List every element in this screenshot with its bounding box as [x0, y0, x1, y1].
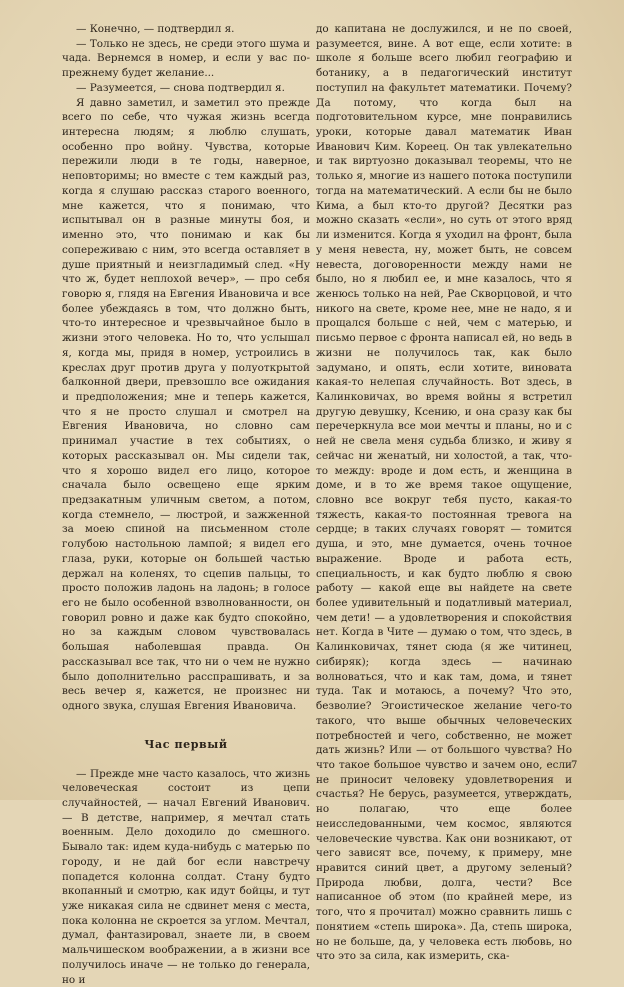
- left-column: [62, 22, 310, 987]
- paragraph: — Прежде мне часто казалось, что жизнь человеческая состоит из цепи случайностей, — начал Евгений Иванович. — В детстве, например, я мечтал стать военным. Дело доходило до смешного. Бывало так: идем куда-нибудь с матерью по городу, и не дай бог если навстречу попадется колонна солдат. Стану будто вкопанный и смотрю, как идут бойцы, и тут уже никакая сила не сдвинет меня с места, пока колонна не скроется за углом. Мечтал, думал, фантазировал, знаете ли, в своем мальчишеском воображении, а в жизни все получилось иначе — не только до генерала, но и: [62, 767, 310, 987]
- paragraph: — Разумеется, — снова подтвердил я.: [62, 81, 310, 96]
- right-column: [316, 22, 572, 964]
- page-number: 7: [571, 760, 577, 771]
- paragraph: до капитана не дослужился, и не по своей, разумеется, вине. А вот еще, если хотите: в школе я больше всего любил географию и ботанику, а в педагогический институт поступил на факультет математики. Почему? Да потому, что когда был на подготовительном курсе, мне понравились уроки, которые давал математик Иван Иванович Ким. Кореец. Он так увлекательно и так виртуозно доказывал теоремы, что не только я, многие из нашего потока поступили тогда на математический. А если бы не было Кима, а был кто-то другой? Десятки раз можно сказать «если», но суть от этого вряд ли изменится. Когда я уходил на фронт, была у меня невеста, ну, может быть, не совсем невеста, договоренности между нами не было, но я любил ее, и мне казалось, что я женюсь только на ней, Рае Скворцовой, и что никого на свете, кроме нее, мне не надо, я и прощался больше с ней, чем с матерью, и письмо первое с фронта написал ей, но ведь в жизни не получилось так, как было задумано, и опять, если хотите, виновата какая-то нелепая случайность. Вот здесь, в Калинковичах, во время войны я встретил другую девушку, Ксению, и она сразу как бы перечеркнула все мои мечты и планы, но и с ней не свела меня судьба близко, и живу я сейчас ни женатый, ни холостой, а так, что-то между: вроде и дом есть, и женщина в доме, и в то же время такое ощущение, словно все вокруг тебя пусто, какая-то тяжесть, какая-то постоянная тревога на сердце; в таких случаях говорят — томится душа, и это, мне думается, очень точное выражение. Вроде и работа есть, специальность, и как будто люблю я свою работу — какой еще вы найдете на свете более удивительный и податливый материал, чем дети! — а удовлетворения и спокойствия нет. Когда в Чите — думаю о том, что здесь, в Калинковичах, тянет сюда (я же читинец, сибиряк); когда здесь — начинаю волноваться, что и как там, дома, и тянет туда. Так и мотаюсь, а почему? Что это, безволие? Эгоистическое желание чего-то такого, что выше обычных человеческих потребностей и чего, собственно, не может дать жизнь? Или — от большого чувства? Но что такое большое чувство и зачем оно, если не приносит человеку удовлетворения и счастья? Не берусь, разумеется, утверждать, но полагаю, что еще более неисследованными, чем космос, являются человеческие чувства. Как они возникают, от чего зависят все, почему, к примеру, мне нравится синий цвет, а другому зеленый? Природа любви, долга, чести? Все написанное об этом (по крайней мере, из того, что я прочитал) можно сравнить лишь с понятием «степь широка». Да, степь широка, но не больше, да, у человека есть любовь, но что это за сила, как измерить, ска-: [316, 22, 572, 964]
- paragraph: — Конечно, — подтвердил я.: [62, 22, 310, 37]
- paragraph: Я давно заметил, и заметил это прежде всего по себе, что чужая жизнь всегда интересна людям; я люблю слушать, особенно про войну. Чувства, которые пережили люди в те годы, наверное, неповторимы; но вместе с тем каждый раз, когда я слушаю рассказ старого военного, мне кажется, что я понимаю, что испытывал он в разные минуты боя, и именно это, что понимаю и как бы сопереживаю с ним, это всегда оставляет в душе приятный и неизгладимый след. «Ну что ж, будет неплохой вечер», — про себя говорю я, глядя на Евгения Ивановича и все более убеждаясь в том, что должно быть, что-то интересное и чрезвычайное было в жизни этого человека. Но то, что услышал я, когда мы, придя в номер, устроились в креслах друг против друга у полуоткрытой балконной двери, превзошло все ожидания и предположения; мне и теперь кажется, что я не просто слушал и смотрел на Евгения Ивановича, но словно сам принимал участие в тех событиях, о которых рассказывал он. Мы сидели так, что я хорошо видел его лицо, которое сначала было освещено еще ярким предзакатным уличным светом, а потом, когда стемнело, — люстрой, и зажженной за моею спиной на письменном столе голубою настольною лампой; я видел его глаза, руки, которые он большей частью держал на коленях, то сцепив пальцы, то просто положив ладонь на ладонь; в голосе его не было особенной взволнованности, он говорил ровно и даже как будто спокойно, но за каждым словом чувствовалась большая наболевшая правда. Он рассказывал все так, что ни о чем не нужно было дополнительно расспрашивать, и за весь вечер я, кажется, не произнес ни одного звука, слушая Евгения Ивановича.: [62, 96, 310, 714]
- paragraph: — Только не здесь, не среди этого шума и чада. Вернемся в номер, и если у вас по-прежнему будет желание...: [62, 37, 310, 81]
- chapter-heading: Час первый: [62, 738, 310, 753]
